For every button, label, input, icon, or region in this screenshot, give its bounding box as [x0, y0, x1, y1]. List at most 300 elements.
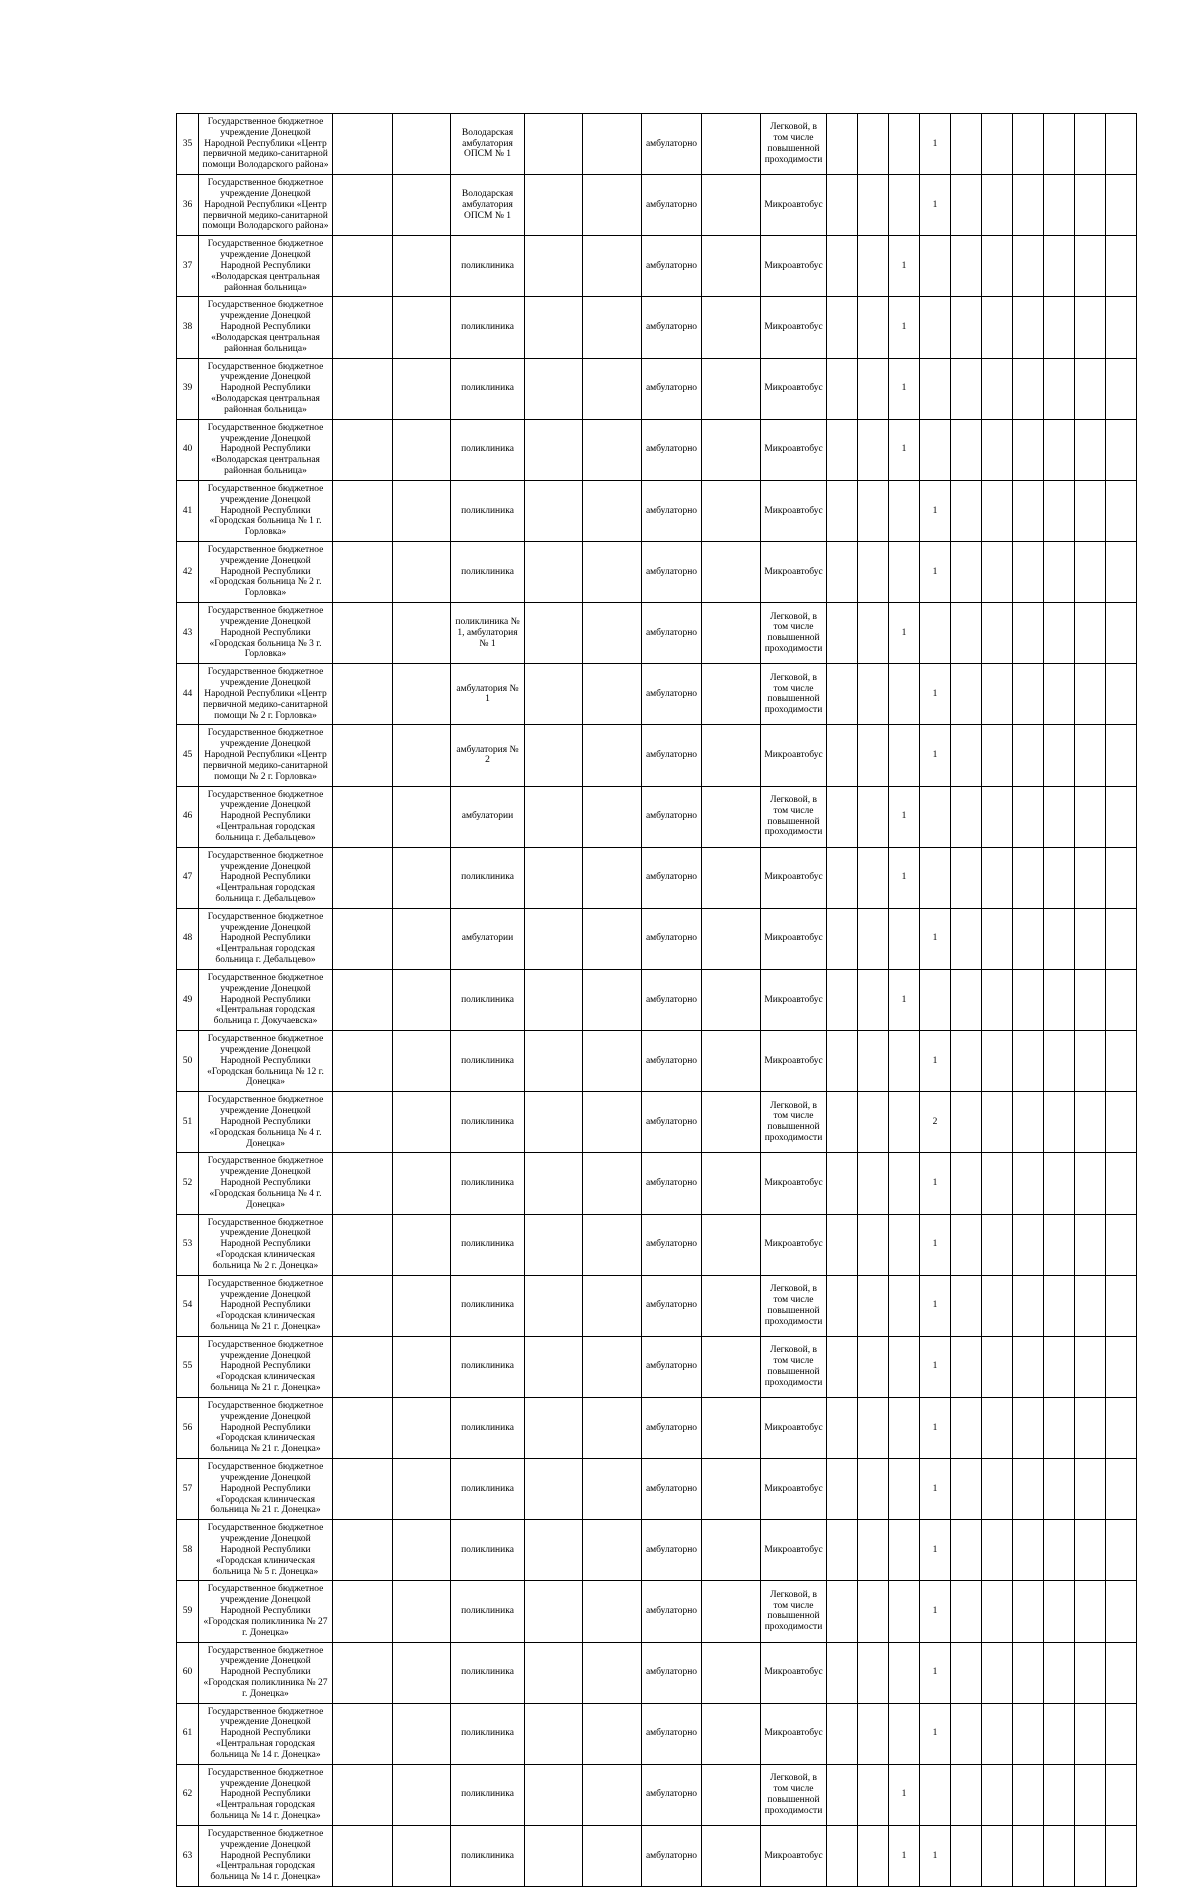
count-cell — [951, 358, 982, 419]
count-cell — [1075, 236, 1106, 297]
count-cell — [1075, 480, 1106, 541]
empty-cell — [333, 175, 393, 236]
empty-cell — [702, 1764, 761, 1825]
table-row — [177, 480, 1137, 541]
count-cell — [982, 603, 1013, 664]
count-cell — [827, 358, 858, 419]
empty-cell — [583, 1031, 642, 1092]
count-cell: 1 — [920, 1153, 951, 1214]
count-cell — [920, 1764, 951, 1825]
department-cell: поликлиника — [451, 969, 525, 1030]
count-cell — [1075, 1581, 1106, 1642]
count-cell — [1106, 664, 1137, 725]
empty-cell — [583, 1642, 642, 1703]
count-cell — [1044, 1153, 1075, 1214]
row-number-cell: 54 — [177, 1275, 199, 1336]
empty-cell — [333, 664, 393, 725]
count-cell — [982, 908, 1013, 969]
empty-cell — [702, 1397, 761, 1458]
empty-cell — [393, 358, 451, 419]
row-number-cell: 36 — [177, 175, 199, 236]
count-cell — [858, 1214, 889, 1275]
count-cell — [827, 114, 858, 175]
empty-cell — [525, 1703, 583, 1764]
empty-cell — [583, 603, 642, 664]
count-cell — [1013, 725, 1044, 786]
count-cell — [1075, 1397, 1106, 1458]
count-cell — [982, 969, 1013, 1030]
empty-cell — [702, 236, 761, 297]
row-number-cell: 53 — [177, 1214, 199, 1275]
institution-cell: Государственное бюджетное учреждение Донецкой Народной Республики «Володарская центральная районная больница» — [199, 297, 333, 358]
institution-cell: Государственное бюджетное учреждение Донецкой Народной Республики «Городская клиническая больница № 2 г. Донецка» — [199, 1214, 333, 1275]
count-cell — [951, 1764, 982, 1825]
institution-cell: Государственное бюджетное учреждение Донецкой Народной Республики «Центр первичной медико-санитарной помощи № 2 г. Горловка» — [199, 664, 333, 725]
empty-cell — [525, 1520, 583, 1581]
count-cell — [1044, 1825, 1075, 1886]
count-cell — [858, 1336, 889, 1397]
count-cell — [1044, 1397, 1075, 1458]
empty-cell — [702, 297, 761, 358]
empty-cell — [583, 786, 642, 847]
count-cell — [827, 725, 858, 786]
count-cell — [889, 480, 920, 541]
count-cell — [1106, 1031, 1137, 1092]
institution-cell: Государственное бюджетное учреждение Донецкой Народной Республики «Городская клиническая больница № 21 г. Донецка» — [199, 1459, 333, 1520]
table-row — [177, 114, 1137, 175]
service-form-cell: амбулаторно — [642, 847, 702, 908]
empty-cell — [333, 1581, 393, 1642]
service-form-cell: амбулаторно — [642, 1703, 702, 1764]
department-cell: поликлиника — [451, 297, 525, 358]
vehicle-type-cell: Легковой, в том числе повышенной проходимости — [761, 114, 827, 175]
institution-cell: Государственное бюджетное учреждение Донецкой Народной Республики «Центральная городская больница № 14 г. Донецка» — [199, 1764, 333, 1825]
row-number-cell: 50 — [177, 1031, 199, 1092]
count-cell: 1 — [889, 786, 920, 847]
institution-cell: Государственное бюджетное учреждение Донецкой Народной Республики «Володарская центральная районная больница» — [199, 419, 333, 480]
count-cell — [951, 175, 982, 236]
row-number-cell: 49 — [177, 969, 199, 1030]
department-cell: поликлиника — [451, 541, 525, 602]
count-cell — [827, 236, 858, 297]
count-cell — [889, 1214, 920, 1275]
count-cell — [920, 603, 951, 664]
row-number-cell: 58 — [177, 1520, 199, 1581]
count-cell — [889, 175, 920, 236]
count-cell — [858, 847, 889, 908]
empty-cell — [393, 1520, 451, 1581]
count-cell — [1044, 603, 1075, 664]
count-cell — [1013, 1092, 1044, 1153]
count-cell — [1075, 1336, 1106, 1397]
count-cell — [858, 664, 889, 725]
empty-cell — [393, 1275, 451, 1336]
count-cell — [858, 603, 889, 664]
count-cell — [1044, 664, 1075, 725]
empty-cell — [583, 1703, 642, 1764]
count-cell — [1106, 847, 1137, 908]
count-cell — [1044, 358, 1075, 419]
vehicle-type-cell: Микроавтобус — [761, 847, 827, 908]
vehicle-type-cell: Микроавтобус — [761, 175, 827, 236]
empty-cell — [393, 114, 451, 175]
count-cell — [827, 1825, 858, 1886]
vehicle-type-cell: Микроавтобус — [761, 1459, 827, 1520]
count-cell — [889, 1153, 920, 1214]
empty-cell — [333, 1764, 393, 1825]
empty-cell — [333, 786, 393, 847]
count-cell: 1 — [889, 358, 920, 419]
department-cell: поликлиника № 1, амбулатория № 1 — [451, 603, 525, 664]
row-number-cell: 48 — [177, 908, 199, 969]
count-cell — [1075, 175, 1106, 236]
institution-cell: Государственное бюджетное учреждение Донецкой Народной Республики «Городская больница № 3 г. Горловка» — [199, 603, 333, 664]
count-cell: 1 — [920, 1581, 951, 1642]
count-cell — [827, 1336, 858, 1397]
count-cell — [951, 297, 982, 358]
count-cell — [951, 1092, 982, 1153]
count-cell — [827, 1397, 858, 1458]
empty-cell — [702, 1520, 761, 1581]
count-cell — [920, 236, 951, 297]
count-cell — [982, 725, 1013, 786]
count-cell — [951, 603, 982, 664]
vehicle-type-cell: Легковой, в том числе повышенной проходимости — [761, 1764, 827, 1825]
table-row — [177, 236, 1137, 297]
count-cell — [1106, 969, 1137, 1030]
count-cell — [1044, 114, 1075, 175]
service-form-cell: амбулаторно — [642, 480, 702, 541]
empty-cell — [702, 1336, 761, 1397]
count-cell — [1075, 786, 1106, 847]
vehicle-type-cell: Микроавтобус — [761, 358, 827, 419]
empty-cell — [583, 1459, 642, 1520]
count-cell — [1013, 175, 1044, 236]
empty-cell — [525, 114, 583, 175]
department-cell: поликлиника — [451, 1153, 525, 1214]
count-cell — [1044, 297, 1075, 358]
table-row — [177, 1642, 1137, 1703]
count-cell: 1 — [920, 1642, 951, 1703]
count-cell — [827, 1703, 858, 1764]
count-cell — [889, 1397, 920, 1458]
empty-cell — [393, 1459, 451, 1520]
empty-cell — [333, 419, 393, 480]
count-cell — [858, 786, 889, 847]
count-cell: 1 — [920, 175, 951, 236]
count-cell — [889, 664, 920, 725]
empty-cell — [525, 480, 583, 541]
count-cell — [858, 1397, 889, 1458]
count-cell — [1013, 1214, 1044, 1275]
count-cell — [858, 541, 889, 602]
empty-cell — [393, 908, 451, 969]
count-cell: 1 — [920, 908, 951, 969]
count-cell — [982, 358, 1013, 419]
empty-cell — [393, 297, 451, 358]
empty-cell — [702, 175, 761, 236]
empty-cell — [702, 603, 761, 664]
institution-cell: Государственное бюджетное учреждение Донецкой Народной Республики «Городская клиническая больница № 5 г. Донецка» — [199, 1520, 333, 1581]
count-cell — [889, 1581, 920, 1642]
empty-cell — [702, 1825, 761, 1886]
empty-cell — [583, 358, 642, 419]
empty-cell — [393, 236, 451, 297]
department-cell: Володарская амбулатория ОПСМ № 1 — [451, 114, 525, 175]
count-cell — [827, 664, 858, 725]
empty-cell — [583, 236, 642, 297]
count-cell — [1106, 1397, 1137, 1458]
count-cell — [982, 1275, 1013, 1336]
empty-cell — [333, 297, 393, 358]
empty-cell — [393, 1825, 451, 1886]
empty-cell — [393, 725, 451, 786]
count-cell — [889, 725, 920, 786]
count-cell — [827, 1520, 858, 1581]
count-cell — [858, 480, 889, 541]
empty-cell — [525, 786, 583, 847]
table-row — [177, 1275, 1137, 1336]
count-cell — [951, 847, 982, 908]
empty-cell — [525, 541, 583, 602]
service-form-cell: амбулаторно — [642, 175, 702, 236]
count-cell — [858, 1581, 889, 1642]
count-cell — [1075, 1092, 1106, 1153]
empty-cell — [525, 419, 583, 480]
count-cell — [889, 1642, 920, 1703]
count-cell — [858, 908, 889, 969]
table-row — [177, 1703, 1137, 1764]
row-number-cell: 51 — [177, 1092, 199, 1153]
count-cell — [951, 1153, 982, 1214]
empty-cell — [583, 175, 642, 236]
count-cell — [1075, 1031, 1106, 1092]
empty-cell — [525, 603, 583, 664]
count-cell — [982, 1336, 1013, 1397]
department-cell: поликлиника — [451, 1642, 525, 1703]
table-row — [177, 725, 1137, 786]
row-number-cell: 52 — [177, 1153, 199, 1214]
institution-cell: Государственное бюджетное учреждение Донецкой Народной Республики «Городская клиническая больница № 21 г. Донецка» — [199, 1275, 333, 1336]
empty-cell — [525, 1214, 583, 1275]
count-cell — [827, 908, 858, 969]
empty-cell — [393, 541, 451, 602]
department-cell: поликлиника — [451, 847, 525, 908]
count-cell — [1013, 664, 1044, 725]
count-cell: 1 — [889, 847, 920, 908]
count-cell — [1044, 786, 1075, 847]
institution-cell: Государственное бюджетное учреждение Донецкой Народной Республики «Володарская центральная районная больница» — [199, 358, 333, 419]
count-cell — [858, 1153, 889, 1214]
empty-cell — [393, 1397, 451, 1458]
count-cell — [951, 1214, 982, 1275]
count-cell — [1044, 1336, 1075, 1397]
department-cell: поликлиника — [451, 1764, 525, 1825]
empty-cell — [333, 236, 393, 297]
institution-cell: Государственное бюджетное учреждение Донецкой Народной Республики «Центральная городская больница г. Дебальцево» — [199, 786, 333, 847]
service-form-cell: амбулаторно — [642, 1397, 702, 1458]
count-cell — [1013, 1153, 1044, 1214]
count-cell — [920, 969, 951, 1030]
count-cell — [1075, 725, 1106, 786]
empty-cell — [583, 1275, 642, 1336]
count-cell — [889, 114, 920, 175]
count-cell — [1044, 236, 1075, 297]
table-row — [177, 1397, 1137, 1458]
count-cell — [982, 480, 1013, 541]
empty-cell — [525, 1031, 583, 1092]
count-cell — [827, 297, 858, 358]
count-cell — [1044, 725, 1075, 786]
service-form-cell: амбулаторно — [642, 969, 702, 1030]
empty-cell — [702, 664, 761, 725]
institution-cell: Государственное бюджетное учреждение Донецкой Народной Республики «Городская клиническая больница № 21 г. Донецка» — [199, 1336, 333, 1397]
count-cell — [1106, 1214, 1137, 1275]
count-cell — [1106, 725, 1137, 786]
empty-cell — [702, 1214, 761, 1275]
count-cell — [982, 1825, 1013, 1886]
count-cell — [827, 541, 858, 602]
table-row — [177, 908, 1137, 969]
vehicle-type-cell: Микроавтобус — [761, 297, 827, 358]
count-cell — [827, 786, 858, 847]
count-cell — [982, 1764, 1013, 1825]
count-cell — [889, 541, 920, 602]
count-cell — [951, 1336, 982, 1397]
count-cell — [889, 1703, 920, 1764]
empty-cell — [333, 1275, 393, 1336]
institution-cell: Государственное бюджетное учреждение Донецкой Народной Республики «Центр первичной медико-санитарной помощи № 2 г. Горловка» — [199, 725, 333, 786]
empty-cell — [583, 1092, 642, 1153]
count-cell — [1106, 786, 1137, 847]
count-cell — [982, 1459, 1013, 1520]
count-cell — [1106, 1642, 1137, 1703]
count-cell — [1075, 1703, 1106, 1764]
count-cell — [1013, 1275, 1044, 1336]
count-cell — [1044, 1214, 1075, 1275]
row-number-cell: 45 — [177, 725, 199, 786]
count-cell — [1044, 419, 1075, 480]
empty-cell — [525, 664, 583, 725]
empty-cell — [525, 1092, 583, 1153]
empty-cell — [393, 664, 451, 725]
empty-cell — [583, 1336, 642, 1397]
count-cell — [951, 1703, 982, 1764]
count-cell — [858, 1764, 889, 1825]
row-number-cell: 42 — [177, 541, 199, 602]
row-number-cell: 37 — [177, 236, 199, 297]
empty-cell — [333, 114, 393, 175]
count-cell — [858, 175, 889, 236]
count-cell: 1 — [889, 236, 920, 297]
count-cell: 1 — [920, 1031, 951, 1092]
count-cell — [858, 1031, 889, 1092]
empty-cell — [702, 419, 761, 480]
empty-cell — [333, 603, 393, 664]
institution-cell: Государственное бюджетное учреждение Донецкой Народной Республики «Центр первичной медико-санитарной помощи Володарского района» — [199, 114, 333, 175]
count-cell — [982, 786, 1013, 847]
count-cell — [1044, 541, 1075, 602]
empty-cell — [583, 1825, 642, 1886]
row-number-cell: 62 — [177, 1764, 199, 1825]
count-cell — [951, 419, 982, 480]
count-cell — [1013, 297, 1044, 358]
institution-cell: Государственное бюджетное учреждение Донецкой Народной Республики «Центральная городская больница г. Дебальцево» — [199, 847, 333, 908]
empty-cell — [583, 480, 642, 541]
count-cell — [982, 297, 1013, 358]
count-cell — [1106, 1336, 1137, 1397]
count-cell — [1013, 1581, 1044, 1642]
count-cell — [827, 1214, 858, 1275]
department-cell: поликлиника — [451, 1825, 525, 1886]
count-cell — [889, 1275, 920, 1336]
empty-cell — [333, 1642, 393, 1703]
count-cell — [1013, 1703, 1044, 1764]
department-cell: амбулатория № 1 — [451, 664, 525, 725]
count-cell: 1 — [920, 1520, 951, 1581]
count-cell — [951, 541, 982, 602]
service-form-cell: амбулаторно — [642, 297, 702, 358]
empty-cell — [702, 1581, 761, 1642]
row-number-cell: 63 — [177, 1825, 199, 1886]
empty-cell — [525, 1642, 583, 1703]
count-cell — [1013, 969, 1044, 1030]
table-row — [177, 1214, 1137, 1275]
count-cell — [858, 1642, 889, 1703]
count-cell: 1 — [920, 1825, 951, 1886]
table-row — [177, 664, 1137, 725]
row-number-cell: 44 — [177, 664, 199, 725]
count-cell — [1013, 908, 1044, 969]
institution-cell: Государственное бюджетное учреждение Донецкой Народной Республики «Центральная городская больница № 14 г. Донецка» — [199, 1825, 333, 1886]
service-form-cell: амбулаторно — [642, 603, 702, 664]
count-cell — [1106, 1153, 1137, 1214]
department-cell: амбулатория № 2 — [451, 725, 525, 786]
service-form-cell: амбулаторно — [642, 1764, 702, 1825]
count-cell: 1 — [920, 1459, 951, 1520]
empty-cell — [525, 1825, 583, 1886]
count-cell — [982, 847, 1013, 908]
count-cell — [1075, 358, 1106, 419]
department-cell: поликлиника — [451, 480, 525, 541]
table-row — [177, 603, 1137, 664]
count-cell: 1 — [889, 969, 920, 1030]
department-cell: поликлиника — [451, 1397, 525, 1458]
row-number-cell: 59 — [177, 1581, 199, 1642]
count-cell — [858, 419, 889, 480]
institution-cell: Государственное бюджетное учреждение Донецкой Народной Республики «Городская больница № 12 г. Донецка» — [199, 1031, 333, 1092]
table-body — [177, 114, 1137, 1887]
count-cell — [1044, 1275, 1075, 1336]
count-cell — [951, 1520, 982, 1581]
count-cell — [920, 297, 951, 358]
count-cell — [858, 1092, 889, 1153]
empty-cell — [393, 847, 451, 908]
row-number-cell: 61 — [177, 1703, 199, 1764]
count-cell — [982, 1153, 1013, 1214]
empty-cell — [583, 1153, 642, 1214]
count-cell — [1075, 969, 1106, 1030]
vehicle-type-cell: Микроавтобус — [761, 1397, 827, 1458]
vehicle-type-cell: Микроавтобус — [761, 480, 827, 541]
count-cell — [858, 1825, 889, 1886]
count-cell: 1 — [889, 603, 920, 664]
department-cell: амбулатории — [451, 908, 525, 969]
empty-cell — [333, 1459, 393, 1520]
count-cell — [1013, 358, 1044, 419]
empty-cell — [333, 358, 393, 419]
count-cell — [1013, 236, 1044, 297]
